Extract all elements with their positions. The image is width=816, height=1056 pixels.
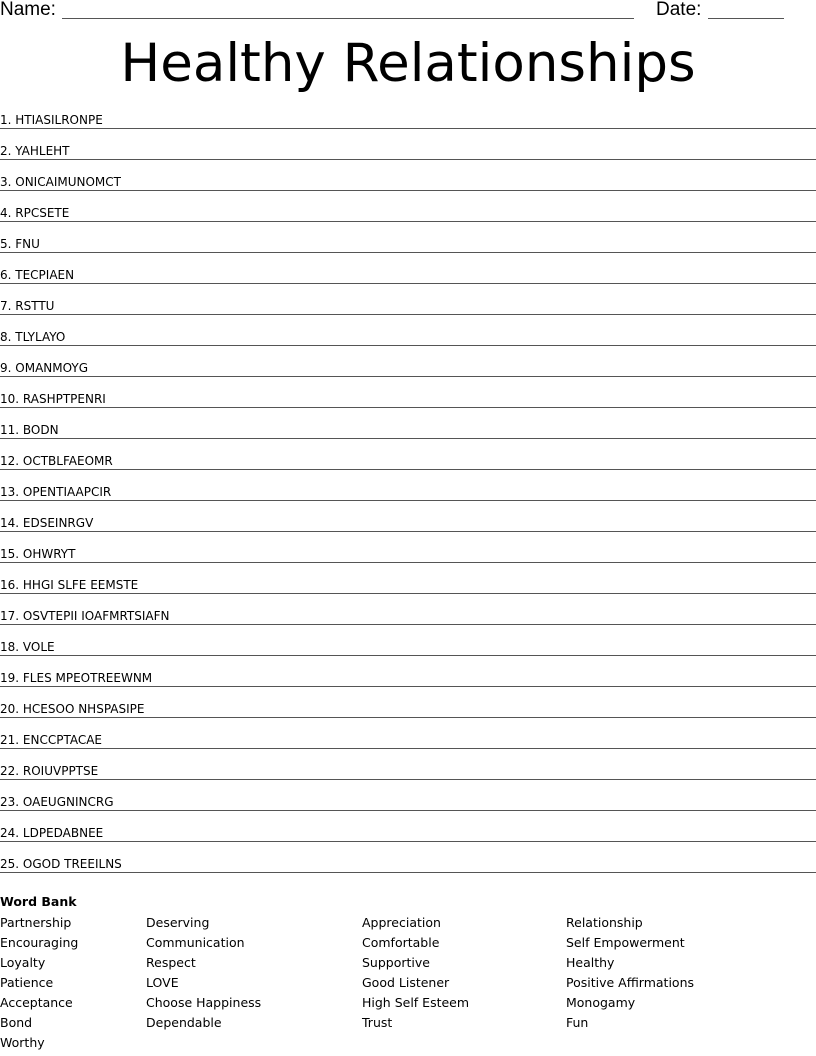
name-field[interactable] bbox=[62, 18, 634, 19]
answer-line[interactable] bbox=[0, 686, 816, 687]
answer-line[interactable] bbox=[0, 438, 816, 439]
clue-row bbox=[0, 139, 816, 161]
clue-text: 4. RPCSETE bbox=[0, 206, 81, 220]
clue-row bbox=[0, 356, 816, 378]
clue-row bbox=[0, 697, 816, 719]
clue-row bbox=[0, 449, 816, 471]
word-bank-item: Dependable bbox=[146, 1015, 222, 1030]
clue-row bbox=[0, 232, 816, 254]
answer-line[interactable] bbox=[0, 810, 816, 811]
clue-text: 11. BODN bbox=[0, 423, 71, 437]
clue-text: 9. OMANMOYG bbox=[0, 361, 100, 375]
word-bank-item: Relationship bbox=[566, 915, 643, 930]
clue-text: 24. LDPEDABNEE bbox=[0, 826, 115, 840]
answer-line[interactable] bbox=[0, 252, 816, 253]
answer-line[interactable] bbox=[0, 624, 816, 625]
clue-text: 18. VOLE bbox=[0, 640, 67, 654]
clue-row bbox=[0, 201, 816, 223]
answer-line[interactable] bbox=[0, 841, 816, 842]
clue-text: 2. YAHLEHT bbox=[0, 144, 82, 158]
word-bank-item: Monogamy bbox=[566, 995, 636, 1010]
word-bank-item: Supportive bbox=[362, 955, 430, 970]
clue-row bbox=[0, 325, 816, 347]
answer-line[interactable] bbox=[0, 128, 816, 129]
clue-text: 14. EDSEINRGV bbox=[0, 516, 105, 530]
word-bank-item: Communication bbox=[146, 935, 245, 950]
clue-text: 1. HTIASILRONPE bbox=[0, 113, 115, 127]
clue-row bbox=[0, 759, 816, 781]
page-title: Healthy Relationships bbox=[120, 33, 696, 94]
clue-text: 15. OHWRYT bbox=[0, 547, 87, 561]
clue-row bbox=[0, 635, 816, 657]
word-bank-item: High Self Esteem bbox=[362, 995, 470, 1010]
word-bank-item: Positive Affirmations bbox=[566, 975, 695, 990]
answer-line[interactable] bbox=[0, 593, 816, 594]
word-bank-item: Healthy bbox=[566, 955, 615, 970]
clue-row bbox=[0, 418, 816, 440]
word-bank-item: Fun bbox=[566, 1015, 589, 1030]
clue-row bbox=[0, 387, 816, 409]
word-bank-item: Bond bbox=[0, 1015, 33, 1030]
clue-text: 8. TLYLAYO bbox=[0, 330, 77, 344]
word-bank-item: Deserving bbox=[146, 915, 210, 930]
header bbox=[0, 0, 816, 24]
clue-row bbox=[0, 108, 816, 130]
clue-row bbox=[0, 666, 816, 688]
answer-line[interactable] bbox=[0, 314, 816, 315]
clue-text: 16. HHGI SLFE EEMSTE bbox=[0, 578, 150, 592]
answer-line[interactable] bbox=[0, 469, 816, 470]
word-bank-item: Patience bbox=[0, 975, 54, 990]
answer-line[interactable] bbox=[0, 407, 816, 408]
clue-row bbox=[0, 480, 816, 502]
name-label: Name: bbox=[0, 0, 56, 20]
word-bank-item: Appreciation bbox=[362, 915, 441, 930]
clue-row bbox=[0, 790, 816, 812]
answer-line[interactable] bbox=[0, 345, 816, 346]
clue-text: 5. FNU bbox=[0, 237, 52, 251]
word-bank-item: Trust bbox=[362, 1015, 393, 1030]
clue-row bbox=[0, 728, 816, 750]
answer-line[interactable] bbox=[0, 376, 816, 377]
answer-line[interactable] bbox=[0, 221, 816, 222]
answer-line[interactable] bbox=[0, 531, 816, 532]
clue-text: 23. OAEUGNINCRG bbox=[0, 795, 126, 809]
answer-line[interactable] bbox=[0, 283, 816, 284]
word-bank-item: Self Empowerment bbox=[566, 935, 685, 950]
clue-text: 12. OCTBLFAEOMR bbox=[0, 454, 125, 468]
word-bank-item: Encouraging bbox=[0, 935, 79, 950]
word-bank-item: Partnership bbox=[0, 915, 72, 930]
clue-row bbox=[0, 573, 816, 595]
clue-text: 3. ONICAIMUNOMCT bbox=[0, 175, 133, 189]
clue-text: 21. ENCCPTACAE bbox=[0, 733, 114, 747]
clue-row bbox=[0, 821, 816, 843]
answer-line[interactable] bbox=[0, 190, 816, 191]
clue-text: 17. OSVTEPII IOAFMRTSIAFN bbox=[0, 609, 182, 623]
date-field[interactable] bbox=[708, 18, 784, 19]
clue-row bbox=[0, 852, 816, 874]
clue-text: 20. HCESOO NHSPASIPE bbox=[0, 702, 156, 716]
word-bank-title: Word Bank bbox=[0, 894, 77, 909]
clue-text: 19. FLES MPEOTREEWNM bbox=[0, 671, 164, 685]
clue-text: 10. RASHPTPENRI bbox=[0, 392, 118, 406]
clue-row bbox=[0, 170, 816, 192]
answer-line[interactable] bbox=[0, 748, 816, 749]
date-label: Date: bbox=[656, 0, 702, 20]
clue-text: 22. ROIUVPPTSE bbox=[0, 764, 110, 778]
clue-text: 25. OGOD TREEILNS bbox=[0, 857, 134, 871]
word-bank-item: Loyalty bbox=[0, 955, 46, 970]
word-bank-item: Respect bbox=[146, 955, 196, 970]
answer-line[interactable] bbox=[0, 717, 816, 718]
clue-row bbox=[0, 511, 816, 533]
answer-line[interactable] bbox=[0, 159, 816, 160]
clue-row bbox=[0, 294, 816, 316]
word-bank-item: Choose Happiness bbox=[146, 995, 262, 1010]
clue-text: 6. TECPIAEN bbox=[0, 268, 86, 282]
answer-line[interactable] bbox=[0, 872, 816, 873]
word-bank-item: Comfortable bbox=[362, 935, 440, 950]
clue-text: 7. RSTTU bbox=[0, 299, 66, 313]
answer-line[interactable] bbox=[0, 655, 816, 656]
clue-text: 13. OPENTIAAPCIR bbox=[0, 485, 123, 499]
word-bank-item: Worthy bbox=[0, 1035, 45, 1050]
answer-line[interactable] bbox=[0, 779, 816, 780]
clue-row bbox=[0, 542, 816, 564]
word-bank-item: Good Listener bbox=[362, 975, 450, 990]
answer-line[interactable] bbox=[0, 562, 816, 563]
answer-line[interactable] bbox=[0, 500, 816, 501]
clue-row bbox=[0, 263, 816, 285]
clue-row bbox=[0, 604, 816, 626]
word-bank-item: Acceptance bbox=[0, 995, 73, 1010]
word-bank-item: LOVE bbox=[146, 975, 179, 990]
